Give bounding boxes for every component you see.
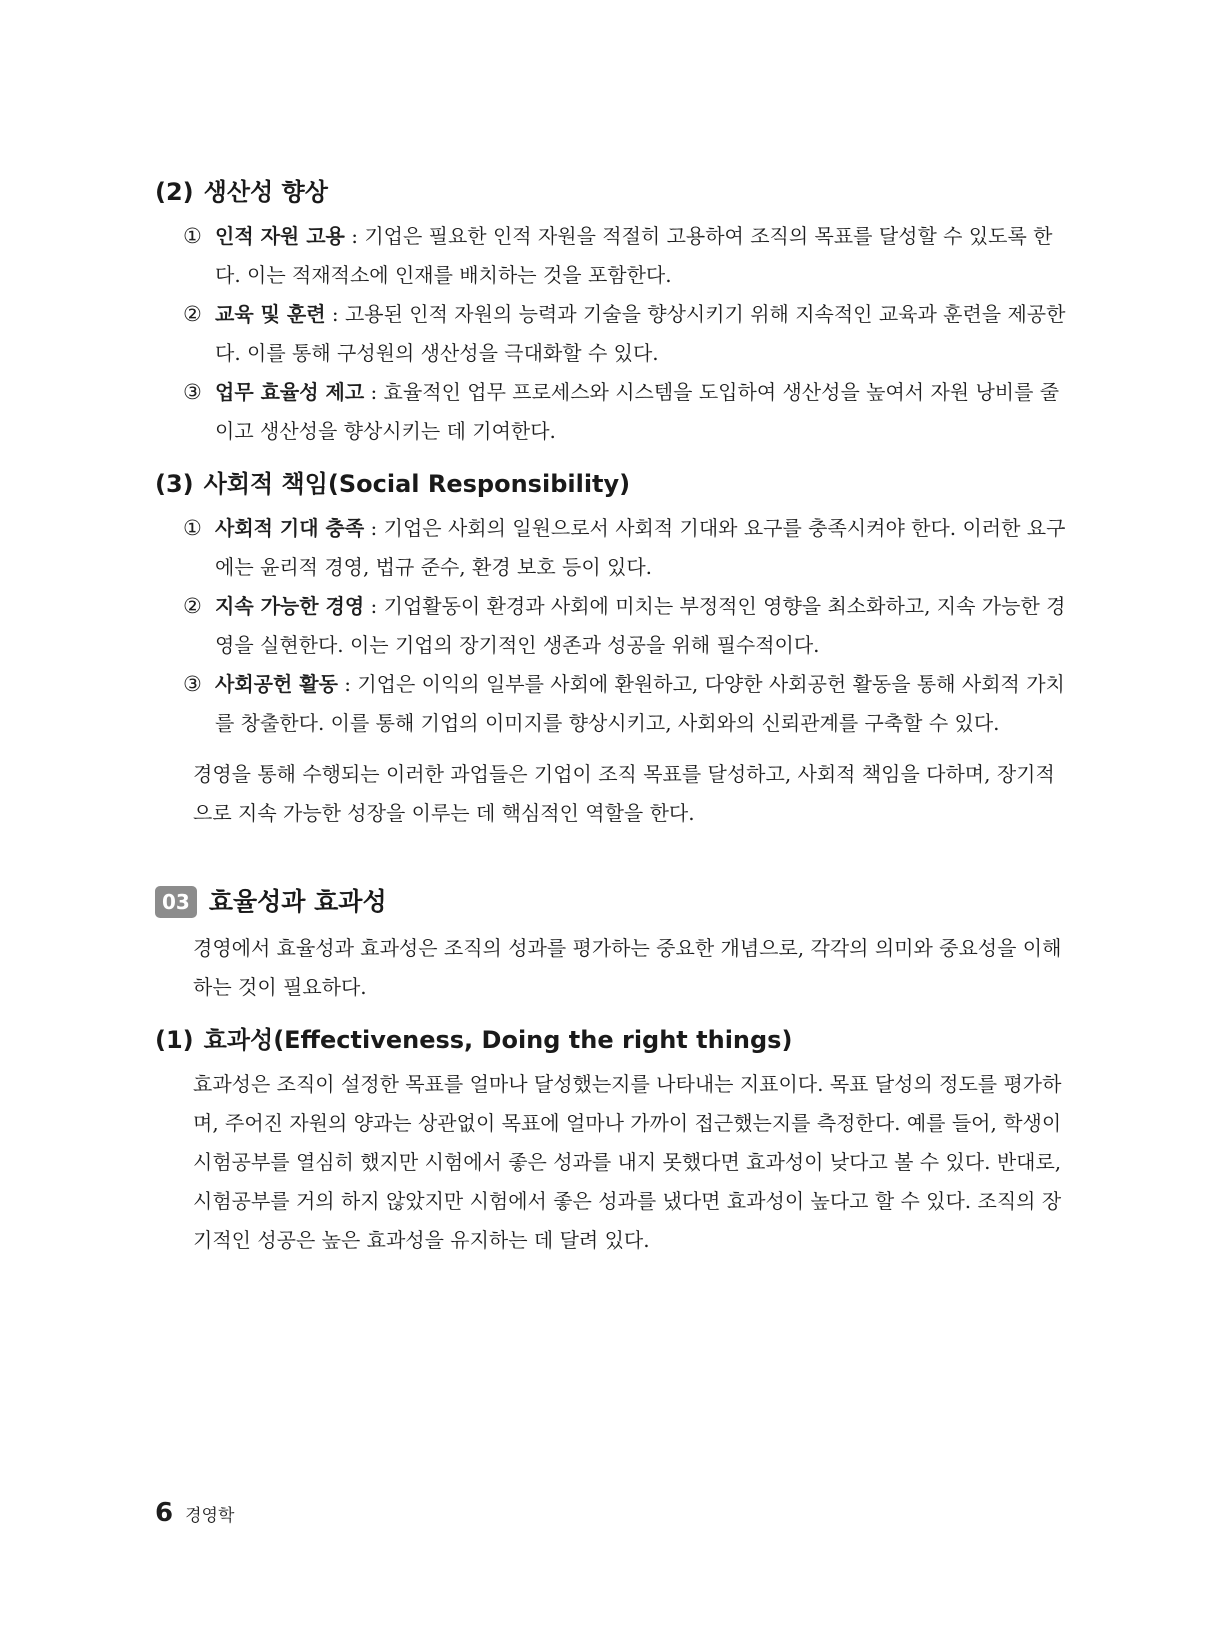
page-number: 6	[155, 1498, 174, 1528]
spacer	[155, 1007, 1070, 1023]
section-title: 생산성 향상	[203, 178, 328, 206]
page-content	[155, 175, 1070, 1260]
section-title: 효과성(Effectiveness, Doing the right things)	[203, 1026, 793, 1054]
list-item	[155, 217, 1070, 295]
section-number: (2)	[155, 178, 194, 206]
item-text: : 기업은 필요한 인적 자원을 적절히 고용하여 조직의 목표를 달성할 수 있도록 한다. 이는 적재적소에 인재를 배치하는 것을 포함한다.	[215, 224, 1053, 287]
item-text: : 기업은 이익의 일부를 사회에 환원하고, 다양한 사회공헌 활동을 통해 사회적 가치를 창출한다. 이를 통해 기업의 이미지를 향상시키고, 사회와의 신뢰관계를 구축할 수 있다.	[215, 672, 1065, 735]
book-title: 경영학	[185, 1506, 235, 1526]
item-marker: ①	[183, 516, 202, 540]
list-item	[155, 509, 1070, 587]
item-text: : 효율적인 업무 프로세스와 시스템을 도입하여 생산성을 높여서 자원 낭비를 줄이고 생산성을 향상시키는 데 기여한다.	[215, 380, 1060, 443]
item-term: 지속 가능한 경영	[215, 594, 365, 618]
item-marker: ②	[183, 594, 202, 618]
item-marker: ①	[183, 224, 202, 248]
item-term: 인적 자원 고용	[215, 224, 345, 248]
item-marker: ③	[183, 672, 202, 696]
spacer	[155, 451, 1070, 467]
list-item	[155, 295, 1070, 373]
spacer	[155, 743, 1070, 755]
item-term: 사회적 기대 충족	[215, 516, 365, 540]
item-marker: ③	[183, 380, 202, 404]
list-item	[155, 373, 1070, 451]
section-badge: 03	[155, 886, 197, 918]
item-term: 업무 효율성 제고	[215, 380, 365, 404]
item-text: : 기업은 사회의 일원으로서 사회적 기대와 요구를 충족시켜야 한다. 이러한 요구에는 윤리적 경영, 법규 준수, 환경 보호 등이 있다.	[215, 516, 1066, 579]
list-item	[155, 587, 1070, 665]
section-number: (3)	[155, 470, 194, 498]
list-item	[155, 665, 1070, 743]
item-term: 사회공헌 활동	[215, 672, 338, 696]
section-heading-effectiveness	[155, 1023, 1070, 1057]
spacer	[155, 833, 1070, 885]
item-marker: ②	[183, 302, 202, 326]
item-text: : 기업활동이 환경과 사회에 미치는 부정적인 영향을 최소화하고, 지속 가능한 경영을 실현한다. 이는 기업의 장기적인 생존과 성공을 위해 필수적이다.	[215, 594, 1066, 657]
section-heading-social-responsibility	[155, 467, 1070, 501]
item-term: 교육 및 훈련	[215, 302, 326, 326]
page-footer	[155, 1498, 234, 1528]
item-text: : 고용된 인적 자원의 능력과 기술을 향상시키기 위해 지속적인 교육과 훈련을 제공한다. 이를 통해 구성원의 생산성을 극대화할 수 있다.	[215, 302, 1066, 365]
summary-paragraph: 경영을 통해 수행되는 이러한 과업들은 기업이 조직 목표를 달성하고, 사회적 책임을 다하며, 장기적으로 지속 가능한 성장을 이루는 데 핵심적인 역할을 한다.	[193, 762, 1055, 825]
intro-paragraph: 경영에서 효율성과 효과성은 조직의 성과를 평가하는 중요한 개념으로, 각각의 의미와 중요성을 이해하는 것이 필요하다.	[193, 936, 1062, 999]
chapter-heading	[155, 885, 1070, 919]
body-paragraph: 효과성은 조직이 설정한 목표를 얼마나 달성했는지를 나타내는 지표이다. 목표 달성의 정도를 평가하며, 주어진 자원의 양과는 상관없이 목표에 얼마나 가까이 접근했는지를 측정한다. 예를 들어, 학생이 시험공부를 열심히 했지만 시험에서 좋은 성과를 내지 못했다면 효과성이 낮다고 볼 수 있다. 반대로, 시험공부를 거의 하지 않았지만 시험에서 좋은 성과를 냈다면 효과성이 높다고 할 수 있다. 조직의 장기적인 성공은 높은 효과성을 유지하는 데 달려 있다.	[193, 1072, 1062, 1252]
section-title: 사회적 책임(Social Responsibility)	[203, 470, 631, 498]
section-heading-productivity	[155, 175, 1070, 209]
section-number: (1)	[155, 1026, 194, 1054]
chapter-title: 효율성과 효과성	[208, 887, 387, 916]
